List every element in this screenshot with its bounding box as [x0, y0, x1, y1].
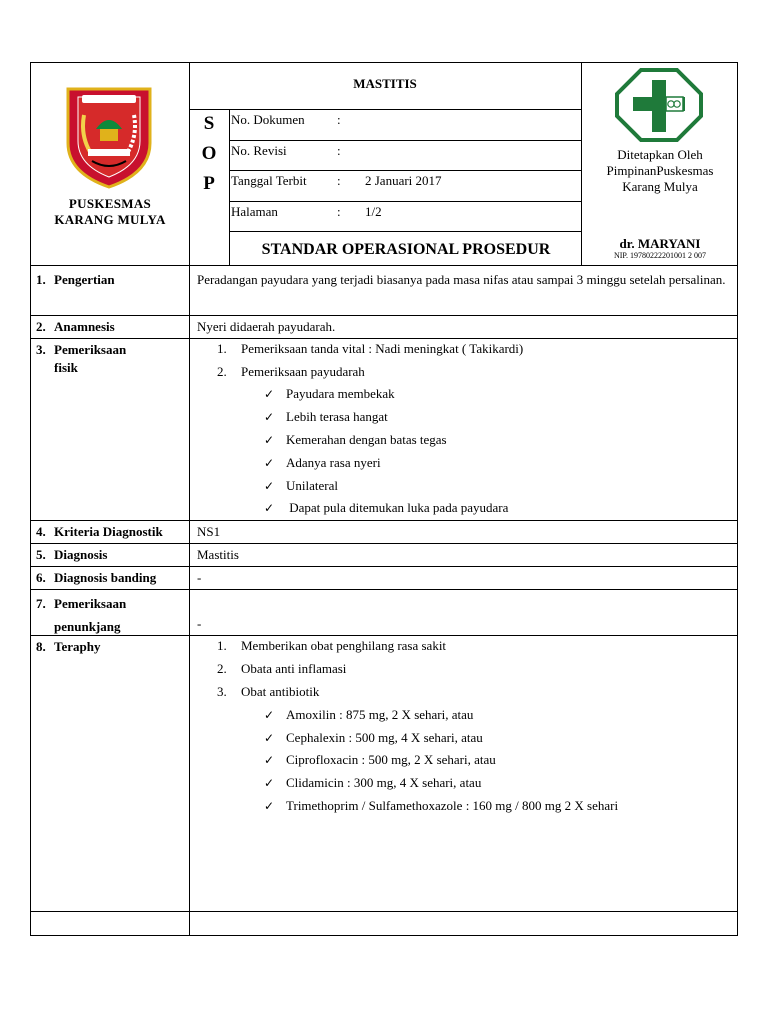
meta-colon: : [337, 143, 341, 158]
meta-row-document [231, 109, 545, 139]
list-number: 1. [217, 638, 227, 653]
list-item [217, 684, 319, 700]
check-text: Adanya rasa nyeri [286, 455, 381, 470]
divider [31, 566, 737, 567]
meta-label: Tanggal Terbit [231, 173, 307, 188]
row-number: 4. [36, 524, 46, 539]
row-label-anamnesis [36, 318, 115, 336]
check-mark-icon: ✓ [264, 501, 275, 515]
row-content-pengertian: Peradangan payudara yang terjadi biasanya pada masa nifas atau sampai 3 minggu setelah persalinan. [197, 272, 726, 287]
row-label-penunjang [36, 592, 126, 638]
approval-line: Ditetapkan Oleh [617, 147, 703, 162]
row-content-kriteria: NS1 [197, 524, 221, 539]
divider [31, 543, 737, 544]
divider [31, 635, 737, 636]
sop-document [30, 62, 738, 936]
list-item [217, 661, 346, 677]
list-number: 3. [217, 684, 227, 699]
divider [31, 315, 737, 316]
check-item [264, 798, 618, 814]
meta-row-revision [231, 140, 545, 170]
divider [229, 231, 581, 232]
list-text: Memberikan obat penghilang rasa sakit [241, 638, 447, 653]
check-mark-icon: ✓ [264, 433, 275, 447]
row-number: 5. [36, 547, 46, 562]
list-text: Pemeriksaan tanda vital : Nadi meningkat ( Takikardi) [241, 341, 524, 356]
row-number: 8. [36, 639, 46, 654]
check-mark-icon: ✓ [264, 479, 275, 493]
divider [31, 338, 737, 339]
approval-line: Karang Mulya [622, 179, 698, 194]
check-text: Trimethoprim / Sulfamethoxazole : 160 mg / 800 mg 2 X sehari [286, 798, 619, 813]
meta-colon: : [337, 204, 341, 219]
check-mark-icon: ✓ [264, 708, 275, 722]
row-label-text: Pengertian [54, 272, 115, 287]
check-mark-icon: ✓ [264, 410, 275, 424]
health-cross-logo-icon [615, 68, 703, 142]
row-label-text: Kriteria Diagnostik [54, 524, 163, 539]
check-mark-icon: ✓ [264, 753, 275, 767]
meta-colon: : [337, 173, 341, 188]
check-item [264, 730, 483, 746]
logo-cell [31, 63, 189, 265]
check-text: Ciprofloxacin : 500 mg, 2 X sehari, atau [286, 752, 496, 767]
organization-line: PUSKESMAS [68, 196, 152, 211]
row-label-text: Pemeriksaan [54, 596, 127, 611]
row-label-teraphy [36, 638, 100, 656]
check-item [264, 455, 381, 471]
check-item [264, 409, 388, 425]
signer-name: dr. MARYANI [619, 236, 701, 251]
row-label-text: Pemeriksaan [54, 342, 127, 357]
row-number: 1. [36, 272, 46, 287]
check-item [264, 478, 338, 494]
divider [229, 109, 230, 266]
organization-name [31, 196, 189, 228]
check-text: Dapat pula ditemukan luka pada payudara [286, 500, 509, 515]
approval-text [582, 147, 738, 195]
check-text: Unilateral [286, 478, 338, 493]
row-label-diagnosis [36, 546, 107, 564]
meta-value: 2 Januari 2017 [365, 173, 442, 188]
check-item [264, 432, 447, 448]
sop-letter: O [201, 143, 217, 164]
sop-letter: P [203, 173, 215, 194]
list-text: Obata anti inflamasi [241, 661, 347, 676]
check-text: Kemerahan dengan batas tegas [286, 432, 447, 447]
check-item [264, 500, 508, 516]
row-number: 7. [36, 596, 46, 611]
row-label-text: penunkjang [54, 619, 121, 634]
row-content-diagnosis: Mastitis [197, 547, 239, 562]
check-item [264, 707, 473, 723]
list-number: 2. [217, 364, 227, 379]
meta-row-date [231, 170, 545, 200]
row-content-banding: - [197, 570, 202, 585]
row-label-banding [36, 569, 156, 587]
list-item [217, 638, 446, 654]
check-text: Amoxilin : 875 mg, 2 X sehari, atau [286, 707, 474, 722]
divider [31, 265, 737, 266]
check-item [264, 775, 481, 791]
list-number: 2. [217, 661, 227, 676]
list-text: Pemeriksaan payudarah [241, 364, 365, 379]
row-number: 2. [36, 319, 46, 334]
organization-line: KARANG MULYA [54, 212, 166, 227]
crest-logo-icon [62, 85, 156, 189]
list-item [217, 364, 365, 380]
check-text: Payudara membekak [286, 386, 395, 401]
row-label-kriteria [36, 523, 163, 541]
approval-line: PimpinanPuskesmas [606, 163, 714, 178]
divider [31, 589, 737, 590]
check-text: Cephalexin : 500 mg, 4 X sehari, atau [286, 730, 483, 745]
sop-letters [189, 109, 229, 199]
page-title: MASTITIS [353, 76, 417, 91]
list-text: Obat antibiotik [241, 684, 320, 699]
divider [31, 911, 737, 912]
check-item [264, 386, 395, 402]
row-label-pemeriksaan-fisik [36, 341, 126, 377]
check-mark-icon: ✓ [264, 731, 275, 745]
row-content-penunjang: - [197, 616, 202, 631]
meta-value: 1/2 [365, 204, 382, 219]
meta-label: No. Dokumen [231, 112, 305, 127]
row-label-pengertian [36, 271, 115, 289]
row-label-text: Teraphy [54, 639, 101, 654]
row-number: 3. [36, 342, 46, 357]
check-mark-icon: ✓ [264, 387, 275, 401]
signer-nip: NIP. 19780222201001 2 007 [613, 251, 706, 260]
check-text: Lebih terasa hangat [286, 409, 388, 424]
meta-row-page [231, 201, 545, 231]
row-label-text: Anamnesis [54, 319, 115, 334]
approval-cell [582, 63, 738, 265]
row-number: 6. [36, 570, 46, 585]
row-label-text: Diagnosis [54, 547, 108, 562]
check-text: Clidamicin : 300 mg, 4 X sehari, atau [286, 775, 482, 790]
meta-label: No. Revisi [231, 143, 287, 158]
sop-letter: S [203, 113, 215, 134]
standard-title: STANDAR OPERASIONAL PROSEDUR [261, 241, 551, 258]
row-content-anamnesis: Nyeri didaerah payudarah. [197, 319, 336, 334]
check-item [264, 752, 496, 768]
list-item [217, 341, 523, 357]
check-mark-icon: ✓ [264, 799, 275, 813]
row-label-text: fisik [54, 360, 78, 375]
check-mark-icon: ✓ [264, 456, 275, 470]
list-number: 1. [217, 341, 227, 356]
divider [31, 520, 737, 521]
check-mark-icon: ✓ [264, 776, 275, 790]
meta-label: Halaman [231, 204, 278, 219]
row-label-text: Diagnosis banding [54, 570, 157, 585]
meta-colon: : [337, 112, 341, 127]
